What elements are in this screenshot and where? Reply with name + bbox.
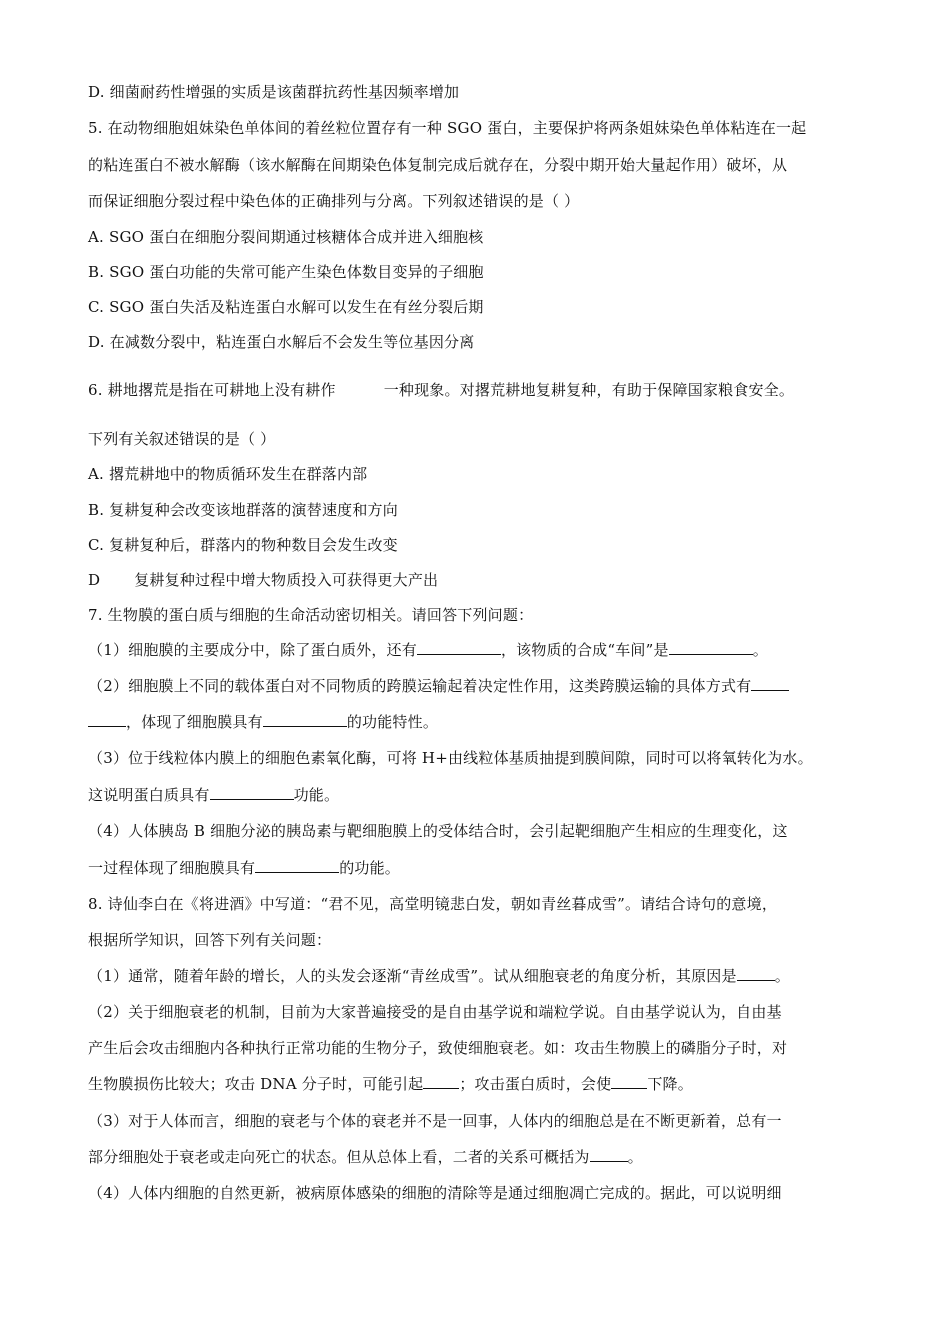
q4-option-d: D. 细菌耐药性增强的实质是该菌群抗药性基因频率增加 [88, 83, 460, 101]
q6-option-a: A. 撂荒耕地中的物质循环发生在群落内部 [88, 465, 368, 483]
q8-part3-line2 [88, 1147, 643, 1167]
q7-part2-line2 [88, 712, 438, 732]
q7-part3-line1: （3）位于线粒体内膜上的细胞色素氧化酶，可将 H+由线粒体基质抽提到膜间隙，同时可以将氧转化为水。 [88, 749, 813, 767]
q6-stem-part1: 6. 耕地撂荒是指在可耕地上没有耕作 [88, 381, 336, 399]
q6-stem-part2: 一种现象。对撂荒耕地复耕复种，有助于保障国家粮食安全。 [383, 381, 795, 399]
q8-stem-line2: 根据所学知识，回答下列有关问题： [88, 931, 332, 949]
q8-part2-text-c3: 下降。 [647, 1075, 693, 1093]
q6-option-d [88, 570, 438, 590]
q5-option-b: B. SGO 蛋白功能的失常可能产生染色体数目变异的子细胞 [88, 263, 484, 281]
q5-option-d: D. 在减数分裂中，粘连蛋白水解后不会发生等位基因分离 [88, 333, 475, 351]
q7-part1-text-a: （1）细胞膜的主要成分中，除了蛋白质外，还有 [88, 641, 417, 659]
q7-part2-text-b: ，体现了细胞膜具有 [126, 713, 263, 731]
q7-stem: 7. 生物膜的蛋白质与细胞的生命活动密切相关。请回答下列问题： [88, 606, 534, 624]
q6-stem-line1 [88, 380, 794, 400]
q7-part3-line2 [88, 785, 339, 805]
q8-part3-line1: （3）对于人体而言，细胞的衰老与个体的衰老并不是一回事，人体内的细胞总是在不断更新着，总有一 [88, 1112, 782, 1130]
q6-option-b: B. 复耕复种会改变该地群落的演替速度和方向 [88, 501, 398, 519]
q8-blank-4[interactable] [590, 1147, 628, 1162]
q7-part3-text-c: 功能。 [293, 786, 340, 804]
q7-part1-text-c: 。 [752, 641, 768, 659]
q7-blank-6[interactable] [255, 858, 339, 873]
q5-stem-line2: 的粘连蛋白不被水解酶（该水解酶在间期染色体复制完成后就存在，分裂中期开始大量起作用）破坏，从 [88, 156, 788, 174]
q8-part1-text-a: （1）通常，随着年龄的增长，人的头发会逐渐“青丝成雪”。试从细胞衰老的角度分析，其原因是 [88, 967, 737, 985]
q7-part3-text-b: 这说明蛋白质具有 [88, 786, 210, 804]
q8-part2-text-c2: ；攻击蛋白质时，会使 [459, 1075, 612, 1093]
q8-part2-line2: 产生后会攻击细胞内各种执行正常功能的生物分子，致使细胞衰老。如：攻击生物膜上的磷脂分子时，对 [88, 1039, 788, 1057]
q8-part2-text-c1: 生物膜损伤比较大；攻击 DNA 分子时，可能引起 [88, 1075, 424, 1093]
q8-blank-3[interactable] [611, 1074, 647, 1089]
q8-part1-text-b: 。 [774, 967, 790, 985]
q7-blank-3b[interactable] [88, 712, 126, 727]
q8-part3-text-b1: 部分细胞处于衰老或走向死亡的状态。但从总体上看，二者的关系可概括为 [88, 1148, 590, 1166]
q5-stem-line3: 而保证细胞分裂过程中染色体的正确排列与分离。下列叙述错误的是（ ） [88, 192, 580, 210]
q7-part4-text-c: 的功能。 [339, 859, 401, 877]
q6-option-d-text: 复耕复种过程中增大物质投入可获得更大产出 [134, 571, 439, 589]
q7-blank-1[interactable] [417, 640, 501, 655]
q7-blank-2[interactable] [669, 640, 753, 655]
q7-part2-text-a: （2）细胞膜上不同的载体蛋白对不同物质的跨膜运输起着决定性作用，这类跨膜运输的具体方式有 [88, 677, 752, 695]
q5-stem-line1: 5. 在动物细胞姐妹染色单体间的着丝粒位置存有一种 SGO 蛋白，主要保护将两条姐妹染色单体粘连在一起 [88, 119, 807, 137]
q5-option-c: C. SGO 蛋白失活及粘连蛋白水解可以发生在有丝分裂后期 [88, 298, 484, 316]
q7-blank-4[interactable] [263, 712, 347, 727]
q8-part2-line1: （2）关于细胞衰老的机制，目前为大家普遍接受的是自由基学说和端粒学说。自由基学说认为，自由基 [88, 1003, 782, 1021]
q7-part4-text-b: 一过程体现了细胞膜具有 [88, 859, 256, 877]
q8-part1 [88, 966, 790, 986]
q7-part1-text-b: ，该物质的合成“车间”是 [500, 641, 669, 659]
q8-part3-text-b2: 。 [627, 1148, 643, 1166]
q8-blank-2[interactable] [423, 1074, 459, 1089]
q5-option-a: A. SGO 蛋白在细胞分裂间期通过核糖体合成并进入细胞核 [88, 228, 484, 246]
q7-part1 [88, 640, 768, 660]
q6-option-c: C. 复耕复种后，群落内的物种数目会发生改变 [88, 536, 398, 554]
q7-part2-line1 [88, 676, 789, 696]
q7-blank-5[interactable] [210, 785, 294, 800]
q7-part4-line2 [88, 858, 400, 878]
q7-blank-3a[interactable] [751, 676, 789, 691]
q6-stem-line2: 下列有关叙述错误的是（ ） [88, 430, 276, 448]
q8-blank-1[interactable] [737, 966, 775, 981]
q8-part4-line1: （4）人体内细胞的自然更新，被病原体感染的细胞的清除等是通过细胞凋亡完成的。据此，可以说明细 [88, 1184, 782, 1202]
q8-part2-line3 [88, 1074, 693, 1094]
q7-part4-line1: （4）人体胰岛 B 细胞分泌的胰岛素与靶细胞膜上的受体结合时，会引起靶细胞产生相应的生理变化，这 [88, 822, 788, 840]
q7-part2-text-c: 的功能特性。 [346, 713, 439, 731]
q8-stem-line1: 8. 诗仙李白在《将进酒》中写道：“君不见，高堂明镜悲白发，朝如青丝暮成雪”。请结合诗句的意境， [88, 895, 778, 913]
q6-option-d-label: D [88, 571, 101, 589]
